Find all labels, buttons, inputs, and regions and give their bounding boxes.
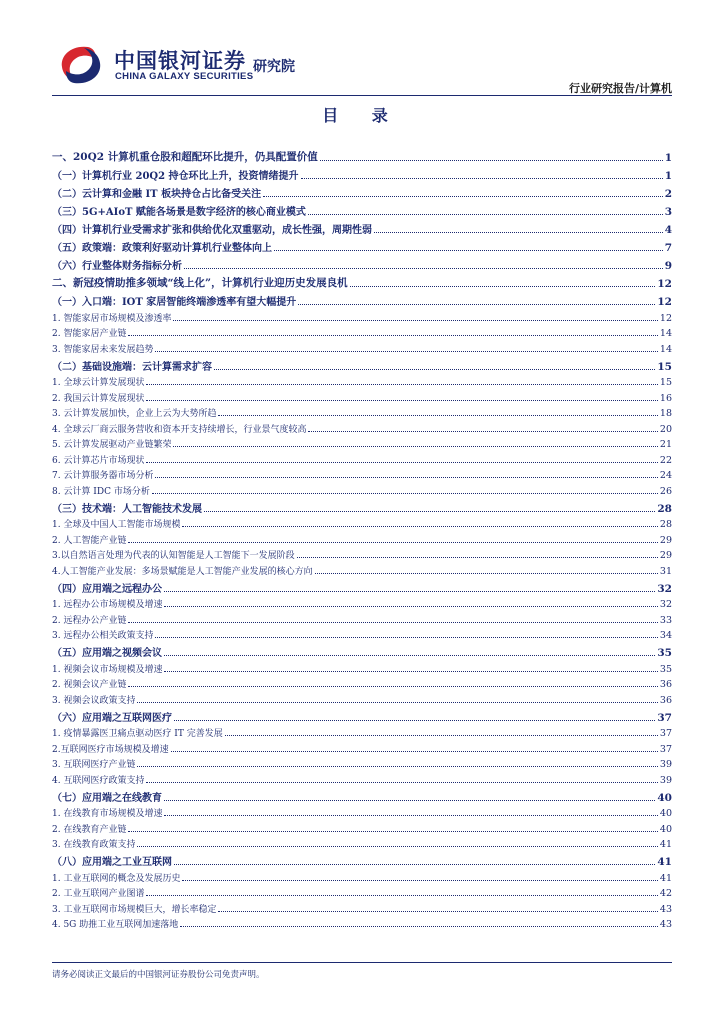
toc-entry[interactable] (52, 659, 672, 675)
toc-entry-text: 3. 云计算发展加快，企业上云为大势所趋 (52, 409, 217, 419)
toc-entry-text: 4. 全球云厂商云服务营收和资本开支持续增长，行业景气度较高 (52, 424, 307, 435)
toc-leader-dots (225, 735, 658, 736)
toc-entry[interactable] (52, 308, 672, 324)
toc-entry-text: 2. 远程办公产业链 (52, 615, 127, 626)
toc-leader-dots (146, 462, 657, 463)
toc-page-number: 1 (664, 170, 672, 182)
toc-leader-dots (174, 864, 655, 865)
toc-leader-dots (137, 766, 657, 767)
toc-leader-dots (174, 720, 655, 721)
toc-leader-dots (164, 655, 655, 656)
toc-page-number: 12 (657, 296, 672, 308)
toc-leader-dots (146, 384, 657, 385)
toc-entry[interactable] (52, 466, 672, 482)
toc-entry[interactable] (52, 290, 672, 308)
toc-page-number: 20 (659, 423, 672, 435)
toc-entry[interactable] (52, 804, 672, 820)
toc-entry[interactable] (52, 770, 672, 786)
toc-entry[interactable] (52, 254, 672, 272)
toc-page-number: 14 (659, 328, 672, 339)
toc-page-number: 37 (659, 728, 672, 739)
toc-leader-dots (146, 400, 657, 401)
toc-entry[interactable] (52, 404, 672, 420)
toc-entry-text: （二）云计算和金融 IT 板块持仓占比备受关注 (52, 189, 262, 200)
toc-page-number: 40 (657, 791, 672, 804)
toc-entry[interactable] (52, 868, 672, 884)
toc-leader-dots (164, 815, 657, 816)
company-logo (58, 43, 318, 87)
toc-leader-dots (184, 268, 663, 269)
toc-page-number: 42 (659, 888, 672, 899)
toc-leader-dots (171, 751, 658, 752)
toc-entry[interactable] (52, 786, 672, 804)
toc-leader-dots (301, 178, 663, 179)
toc-entry-text: 1. 工业互联网的概念及发展历史 (52, 873, 181, 884)
toc-entry-text: 3.以自然语言处理为代表的认知智能是人工智能下一发展阶段 (52, 551, 295, 561)
toc-page-number: 18 (659, 408, 672, 419)
toc-page-number: 33 (659, 614, 672, 626)
toc-entry-text: （一）入口端：IOT 家居智能终端渗透率有望大幅提升 (52, 297, 297, 308)
toc-page-number: 41 (659, 839, 672, 850)
toc-entry-text: （五）政策端：政策利好驱动计算机行业整体向上 (52, 243, 272, 254)
toc-entry[interactable] (52, 884, 672, 900)
toc-entry[interactable] (52, 690, 672, 706)
toc-entry[interactable] (52, 739, 672, 755)
toc-entry-text: 2. 人工智能产业链 (52, 535, 127, 546)
toc-entry-text: 1. 智能家居市场规模及渗透率 (52, 313, 172, 324)
toc-page-number: 3 (664, 206, 672, 218)
toc-leader-dots (128, 622, 657, 623)
toc-entry[interactable] (52, 339, 672, 355)
toc-leader-dots (214, 369, 655, 370)
toc-page-number: 39 (659, 774, 672, 786)
toc-entry-text: 5. 云计算发展驱动产业链繁荣 (52, 440, 172, 450)
toc-entry[interactable] (52, 373, 672, 389)
toc-entry-text: 8. 云计算 IDC 市场分析 (52, 486, 150, 497)
toc-entry-text: （七）应用端之在线教育 (52, 792, 162, 804)
toc-leader-dots (137, 846, 657, 847)
toc-leader-dots (308, 214, 663, 215)
toc-entry-text: 7. 云计算服务器市场分析 (52, 471, 154, 481)
toc-entry[interactable] (52, 819, 672, 835)
toc-page-number: 1 (664, 152, 672, 164)
toc-entry[interactable] (52, 610, 672, 626)
footer-divider (52, 962, 672, 963)
toc-page-number: 36 (659, 694, 672, 706)
toc-leader-dots (164, 591, 655, 592)
toc-entry-text: 3. 工业互联网市场规模巨大，增长率稳定 (52, 904, 217, 915)
toc-entry-text: 1. 疫情暴露医卫痛点驱动医疗 IT 完善发展 (52, 729, 223, 739)
toc-entry-text: 3. 远程办公相关政策支持 (52, 631, 154, 641)
toc-entry-text: 3. 互联网医疗产业链 (52, 760, 136, 770)
toc-entry-text: （四）应用端之远程办公 (52, 583, 162, 595)
toc-page-number: 24 (659, 470, 672, 481)
toc-entry[interactable] (52, 200, 672, 218)
toc-entry-text: 2. 视频会议产业链 (52, 680, 127, 690)
toc-leader-dots (315, 573, 658, 574)
toc-entry-text: 6. 云计算芯片市场现状 (52, 455, 145, 466)
table-of-contents (52, 146, 672, 930)
toc-entry[interactable] (52, 850, 672, 868)
toc-page-number: 34 (659, 630, 672, 641)
toc-entry[interactable] (52, 675, 672, 691)
toc-page-number: 12 (659, 312, 672, 324)
toc-entry[interactable] (52, 182, 672, 200)
toc-page-number: 39 (659, 759, 672, 770)
toc-page-number: 9 (664, 260, 672, 272)
toc-entry[interactable] (52, 146, 672, 164)
toc-entry-text: （六）行业整体财务指标分析 (52, 261, 182, 272)
toc-leader-dots (263, 196, 663, 197)
toc-entry[interactable] (52, 755, 672, 771)
toc-leader-dots (164, 606, 657, 607)
toc-entry[interactable] (52, 626, 672, 642)
toc-page-number: 22 (659, 454, 672, 466)
toc-entry[interactable] (52, 355, 672, 373)
toc-entry[interactable] (52, 641, 672, 659)
toc-leader-dots (204, 511, 655, 512)
toc-leader-dots (350, 286, 656, 287)
toc-entry-text: 1. 远程办公市场规模及增速 (52, 600, 163, 610)
toc-page-number: 40 (659, 808, 672, 819)
toc-entry-text: （二）基础设施端：云计算需求扩容 (52, 361, 212, 373)
toc-leader-dots (146, 782, 657, 783)
toc-entry[interactable] (52, 546, 672, 562)
disclaimer-footer: 请务必阅读正文最后的中国银河证券股份公司免责声明。 (52, 970, 265, 980)
toc-entry[interactable] (52, 324, 672, 340)
toc-leader-dots (298, 304, 655, 305)
toc-page-number: 16 (659, 392, 672, 404)
toc-page-number: 14 (659, 343, 672, 355)
toc-leader-dots (128, 542, 657, 543)
toc-entry[interactable] (52, 577, 672, 595)
toc-entry-text: 二、新冠疫情助推多领域“线上化”，计算机行业迎历史发展良机 (52, 277, 348, 289)
toc-leader-dots (146, 895, 657, 896)
toc-page-number: 28 (659, 519, 672, 530)
toc-entry-text: 3. 在线教育政策支持 (52, 840, 136, 850)
toc-entry[interactable] (52, 435, 672, 451)
toc-entry-text: （四）计算机行业受需求扩张和供给优化双重驱动，成长性强，周期性弱 (52, 225, 372, 236)
toc-entry-text: （三）5G+AIoT 赋能各场景是数字经济的核心商业模式 (52, 207, 306, 218)
toc-page-number: 40 (659, 823, 672, 835)
toc-page-number: 36 (659, 679, 672, 690)
toc-leader-dots (182, 880, 657, 881)
toc-entry[interactable] (52, 388, 672, 404)
toc-page-number: 41 (659, 872, 672, 884)
toc-title: 目 录 (322, 106, 402, 125)
toc-entry-text: 1. 全球及中国人工智能市场规模 (52, 520, 181, 530)
toc-entry[interactable] (52, 272, 672, 290)
toc-leader-dots (128, 686, 657, 687)
toc-entry-text: 4.人工智能产业发展：多场景赋能是人工智能产业发展的核心方向 (52, 566, 313, 577)
toc-entry-text: （八）应用端之工业互联网 (52, 857, 172, 868)
toc-page-number: 29 (659, 534, 672, 546)
toc-page-number: 15 (659, 377, 672, 388)
logo-english-name: CHINA GALAXY SECURITIES (115, 71, 254, 82)
toc-entry-text: （五）应用端之视频会议 (52, 648, 162, 659)
toc-page-number: 32 (659, 599, 672, 610)
toc-entry-text: 2.互联网医疗市场规模及增速 (52, 744, 169, 755)
toc-entry[interactable] (52, 724, 672, 740)
toc-page-number: 4 (664, 224, 672, 236)
toc-entry[interactable] (52, 899, 672, 915)
toc-leader-dots (164, 671, 657, 672)
galaxy-logo-icon (58, 43, 104, 87)
toc-entry[interactable] (52, 595, 672, 611)
toc-page-number: 35 (657, 647, 672, 659)
logo-chinese-name: 中国银河证券 (114, 49, 246, 73)
toc-leader-dots (320, 160, 663, 161)
toc-page-number: 37 (657, 711, 672, 724)
toc-page-number: 35 (659, 663, 672, 675)
toc-entry-text: 4. 5G 助推工业互联网加速落地 (52, 920, 179, 930)
header-divider (52, 95, 672, 96)
toc-leader-dots (128, 335, 657, 336)
toc-entry[interactable] (52, 481, 672, 497)
toc-page-number: 43 (659, 919, 672, 930)
toc-page-number: 29 (659, 550, 672, 561)
toc-page-number: 37 (659, 743, 672, 755)
toc-entry-text: 1. 全球云计算发展现状 (52, 378, 145, 388)
toc-page-number: 2 (664, 188, 672, 200)
toc-page-number: 21 (659, 439, 672, 450)
toc-entry[interactable] (52, 530, 672, 546)
toc-entry-text: （三）技术端：人工智能技术发展 (52, 503, 202, 515)
toc-page-number: 26 (659, 485, 672, 497)
toc-leader-dots (297, 557, 658, 558)
toc-entry[interactable] (52, 706, 672, 724)
toc-page-number: 32 (657, 582, 672, 595)
toc-leader-dots (274, 250, 663, 251)
toc-page-number: 12 (657, 278, 672, 290)
toc-entry[interactable] (52, 561, 672, 577)
toc-entry-text: 3. 视频会议政策支持 (52, 695, 136, 706)
toc-entry-text: 2. 智能家居产业链 (52, 329, 127, 339)
toc-entry[interactable] (52, 515, 672, 531)
toc-entry[interactable] (52, 218, 672, 236)
toc-entry[interactable] (52, 236, 672, 254)
toc-leader-dots (155, 351, 657, 352)
toc-entry[interactable] (52, 450, 672, 466)
toc-leader-dots (173, 446, 657, 447)
toc-leader-dots (182, 526, 657, 527)
toc-entry[interactable] (52, 835, 672, 851)
toc-entry-text: （六）应用端之互联网医疗 (52, 712, 172, 724)
toc-leader-dots (218, 415, 657, 416)
toc-page-number: 15 (657, 360, 672, 373)
toc-entry-text: （一）计算机行业 20Q2 持仓环比上升，投资情绪提升 (52, 171, 299, 182)
toc-page-number: 43 (659, 903, 672, 915)
toc-entry-text: 3. 智能家居未来发展趋势 (52, 344, 154, 355)
toc-entry-text: 2. 我国云计算发展现状 (52, 393, 145, 404)
toc-entry-text: 1. 在线教育市场规模及增速 (52, 809, 163, 819)
report-category: 行业研究报告/计算机 (568, 82, 672, 95)
toc-leader-dots (218, 911, 657, 912)
toc-entry-text: 4. 互联网医疗政策支持 (52, 775, 145, 786)
toc-entry[interactable] (52, 497, 672, 515)
toc-page-number: 7 (664, 242, 672, 254)
toc-entry-text: 1. 视频会议市场规模及增速 (52, 664, 163, 675)
toc-leader-dots (152, 493, 658, 494)
toc-leader-dots (374, 232, 663, 233)
toc-leader-dots (180, 926, 658, 927)
toc-entry-text: 2. 在线教育产业链 (52, 824, 127, 835)
toc-leader-dots (128, 831, 657, 832)
toc-leader-dots (137, 702, 657, 703)
logo-subtitle: 研究院 (253, 59, 295, 75)
toc-leader-dots (308, 431, 657, 432)
toc-page-number: 28 (657, 502, 672, 515)
toc-entry[interactable] (52, 419, 672, 435)
toc-leader-dots (173, 320, 657, 321)
toc-entry-text: 一、20Q2 计算机重仓股和超配环比提升，仍具配置价值 (52, 151, 318, 163)
toc-entry[interactable] (52, 164, 672, 182)
toc-page-number: 41 (657, 856, 672, 868)
toc-leader-dots (155, 637, 657, 638)
toc-leader-dots (155, 477, 657, 478)
toc-entry-text: 2. 工业互联网产业图谱 (52, 889, 145, 899)
toc-entry[interactable] (52, 915, 672, 931)
toc-leader-dots (164, 800, 655, 801)
toc-page-number: 31 (659, 565, 672, 577)
